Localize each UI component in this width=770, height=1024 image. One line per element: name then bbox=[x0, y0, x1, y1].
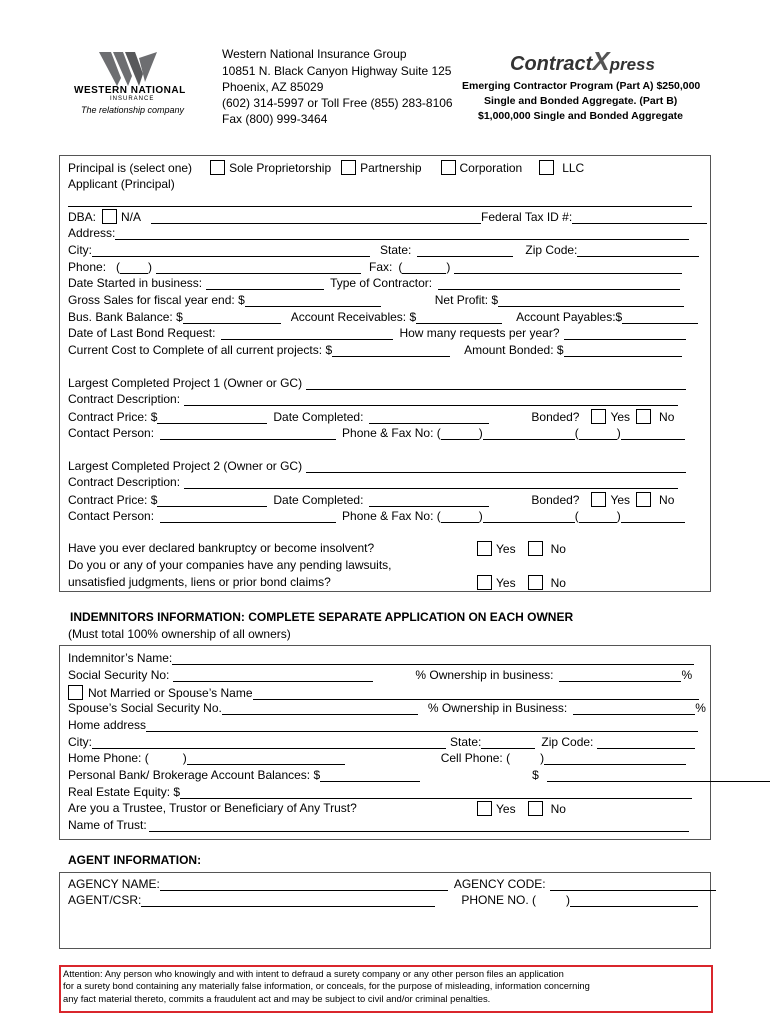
project1-no-label: No bbox=[659, 410, 675, 424]
real-estate-row bbox=[68, 785, 692, 799]
phone-area-input[interactable] bbox=[120, 260, 148, 274]
city-row bbox=[68, 243, 699, 257]
project2-date-label: Date Completed: bbox=[273, 493, 364, 507]
project2-title: Largest Completed Project 2 (Owner or GC) bbox=[68, 459, 303, 473]
company-address1: 10851 N. Black Canyon Highway Suite 125 bbox=[222, 64, 452, 78]
fed-tax-input[interactable] bbox=[572, 210, 707, 224]
partnership-checkbox[interactable] bbox=[341, 160, 356, 175]
spouse-ssn-label: Spouse’s Social Security No. bbox=[68, 701, 222, 715]
balances-label: Personal Bank/ Brokerage Account Balances: $ bbox=[68, 768, 321, 782]
project2-price-label: Contract Price: $ bbox=[68, 493, 158, 507]
agency-code-label: AGENCY CODE: bbox=[453, 877, 546, 891]
logo-x-icon: X bbox=[592, 46, 610, 76]
home-phone-label: Home Phone: ( bbox=[68, 751, 149, 765]
project2-contact-input[interactable] bbox=[160, 509, 336, 523]
indemnitor-subheading: (Must total 100% ownership of all owners) bbox=[68, 627, 291, 641]
date-started-row bbox=[68, 276, 680, 290]
bankruptcy-yes-label: Yes bbox=[496, 542, 516, 556]
lawsuits-answers bbox=[477, 575, 566, 590]
project1-contact-input[interactable] bbox=[160, 426, 336, 440]
trust-yes-checkbox[interactable] bbox=[477, 801, 492, 816]
address-input[interactable] bbox=[115, 226, 689, 240]
project2-price-input[interactable] bbox=[157, 493, 267, 507]
agent-csr-input[interactable] bbox=[141, 893, 435, 907]
project1-contact-label: Contact Person: bbox=[68, 426, 155, 440]
indemnitor-phone-row bbox=[68, 751, 686, 765]
spouse-name-input[interactable] bbox=[253, 686, 699, 700]
project1-desc-label: Contract Description: bbox=[68, 392, 181, 406]
project2-fax-area-input[interactable] bbox=[579, 509, 617, 523]
lawsuits-question-line2: unsatisfied judgments, liens or prior bond claims? bbox=[68, 575, 331, 589]
applicant-input[interactable] bbox=[68, 193, 692, 207]
project2-bonded-no-checkbox[interactable] bbox=[636, 492, 651, 507]
sole-proprietorship-checkbox[interactable] bbox=[210, 160, 225, 175]
dba-input[interactable] bbox=[151, 210, 481, 224]
project2-bonded-yes-checkbox[interactable] bbox=[591, 492, 606, 507]
project1-bonded-label: Bonded? bbox=[531, 410, 580, 424]
gross-sales-label: Gross Sales for fiscal year end: $ bbox=[68, 293, 245, 307]
fax-label: Fax: bbox=[369, 260, 393, 274]
agency-name-input[interactable] bbox=[160, 877, 448, 891]
phone-label: Phone: bbox=[68, 260, 107, 274]
date-started-label: Date Started in business: bbox=[68, 276, 203, 290]
state-label: State: bbox=[380, 243, 412, 257]
indemnitor-name-label: Indemnitor’s Name: bbox=[68, 651, 173, 665]
dba-row bbox=[68, 209, 707, 224]
trust-no-label: No bbox=[550, 802, 566, 816]
home-phone-close: ) bbox=[182, 751, 187, 765]
balances-input-2[interactable] bbox=[547, 768, 770, 782]
project1-paren-open: ( bbox=[574, 426, 579, 440]
dba-na-checkbox[interactable] bbox=[102, 209, 117, 224]
sole-proprietorship-label: Sole Proprietorship bbox=[229, 161, 332, 175]
fed-tax-label: Federal Tax ID #: bbox=[481, 210, 573, 224]
fax-paren-open: ( bbox=[398, 260, 403, 274]
project1-desc-row bbox=[68, 392, 678, 406]
contractxpress-logo bbox=[510, 46, 655, 77]
indemnitor-ssn-label: Social Security No: bbox=[68, 668, 170, 682]
amount-bonded-label: Amount Bonded: $ bbox=[464, 343, 564, 357]
project2-title-row bbox=[68, 459, 686, 473]
amount-bonded-input[interactable] bbox=[564, 343, 682, 357]
applicant-label: Applicant (Principal) bbox=[68, 177, 175, 191]
project2-fax-input[interactable] bbox=[621, 509, 685, 523]
principal-type-row bbox=[68, 160, 584, 175]
trust-yes-label: Yes bbox=[496, 802, 516, 816]
cell-phone-input[interactable] bbox=[544, 751, 686, 765]
project2-phonefax-label: Phone & Fax No: ( bbox=[342, 509, 441, 523]
llc-label: LLC bbox=[562, 161, 585, 175]
home-address-label: Home address bbox=[68, 718, 147, 732]
indemnitor-ownership-input[interactable] bbox=[559, 668, 681, 682]
project1-phonefax-label: Phone & Fax No: ( bbox=[342, 426, 441, 440]
agency-name-row bbox=[68, 877, 716, 891]
bank-balance-row bbox=[68, 310, 698, 324]
dba-na-label: N/A bbox=[121, 210, 142, 224]
agency-code-input[interactable] bbox=[550, 877, 716, 891]
project2-paren-open: ( bbox=[574, 509, 579, 523]
project2-desc-input[interactable] bbox=[184, 475, 678, 489]
trust-no-checkbox[interactable] bbox=[528, 801, 543, 816]
company-phone: (602) 314-5997 or Toll Free (855) 283-8106 bbox=[222, 96, 453, 110]
balances-input[interactable] bbox=[320, 768, 420, 782]
indemnitor-zip-label: Zip Code: bbox=[541, 735, 594, 749]
bank-balance-label: Bus. Bank Balance: $ bbox=[68, 310, 183, 324]
not-married-checkbox[interactable] bbox=[68, 685, 83, 700]
project1-phone-area-input[interactable] bbox=[441, 426, 479, 440]
trust-answers bbox=[477, 801, 566, 816]
cell-phone-label: Cell Phone: ( bbox=[440, 751, 511, 765]
lawsuits-question-line1: Do you or any of your companies have any pending lawsuits, bbox=[68, 558, 392, 572]
spouse-ssn-row bbox=[68, 701, 706, 715]
indemnitor-city-row bbox=[68, 735, 695, 749]
indemnitor-ownership-label: % Ownership in business: bbox=[415, 668, 554, 682]
project2-desc-label: Contract Description: bbox=[68, 475, 181, 489]
project2-phone-area-input[interactable] bbox=[441, 509, 479, 523]
trust-name-label: Name of Trust: bbox=[68, 818, 147, 832]
fax-paren-close: ) bbox=[446, 260, 451, 274]
city-input[interactable] bbox=[92, 243, 370, 257]
home-address-input[interactable] bbox=[146, 718, 698, 732]
indemnitor-city-label: City: bbox=[68, 735, 92, 749]
bankruptcy-answers bbox=[477, 541, 566, 556]
lawsuits-no-label: No bbox=[550, 576, 566, 590]
phone-fax-row bbox=[68, 260, 682, 274]
last-bond-label: Date of Last Bond Request: bbox=[68, 326, 216, 340]
phone-paren-open: ( bbox=[116, 260, 121, 274]
indemnitor-name-row bbox=[68, 651, 694, 665]
home-address-row bbox=[68, 718, 698, 732]
project1-date-label: Date Completed: bbox=[273, 410, 364, 424]
agent-phone-label: PHONE NO. ( bbox=[461, 893, 537, 907]
indemnitor-percent: % bbox=[681, 668, 693, 682]
state-input[interactable] bbox=[417, 243, 513, 257]
indemnitor-ssn-input[interactable] bbox=[173, 668, 373, 682]
project1-date-input[interactable] bbox=[369, 410, 489, 424]
project2-paren-close: ) bbox=[478, 509, 483, 523]
company-address2: Phoenix, AZ 85029 bbox=[222, 80, 324, 94]
type-contractor-label: Type of Contractor: bbox=[330, 276, 433, 290]
project1-yes-label: Yes bbox=[610, 410, 631, 424]
net-profit-input[interactable] bbox=[498, 293, 684, 307]
project2-no-label: No bbox=[659, 493, 675, 507]
balances-dollar: $ bbox=[532, 768, 539, 782]
trust-name-input[interactable] bbox=[149, 818, 689, 832]
project2-contact-row bbox=[68, 509, 685, 523]
program-line2: Single and Bonded Aggregate. (Part B) bbox=[484, 95, 678, 107]
logo-sub: INSURANCE bbox=[110, 96, 155, 102]
agent-phone-input[interactable] bbox=[570, 893, 698, 907]
project2-contact-label: Contact Person: bbox=[68, 509, 155, 523]
real-estate-input[interactable] bbox=[180, 785, 692, 799]
real-estate-label: Real Estate Equity: $ bbox=[68, 785, 181, 799]
not-married-label: Not Married or Spouse’s Name bbox=[88, 686, 253, 700]
zip-label: Zip Code: bbox=[525, 243, 578, 257]
trust-question: Are you a Trustee, Trustor or Beneficiary of Any Trust? bbox=[68, 801, 357, 815]
receivables-label: Account Receivables: $ bbox=[290, 310, 417, 324]
balances-row bbox=[68, 768, 770, 782]
phone-paren-close: ) bbox=[148, 260, 153, 274]
cost-complete-label: Current Cost to Complete of all current projects: $ bbox=[68, 343, 333, 357]
program-line3: $1,000,000 Single and Bonded Aggregate bbox=[478, 110, 684, 122]
requests-input[interactable] bbox=[564, 326, 686, 340]
corporation-label: Corporation bbox=[459, 161, 523, 175]
indemnitor-heading: INDEMNITORS INFORMATION: COMPLETE SEPARATE APPLICATION ON EACH OWNER bbox=[70, 610, 574, 624]
project2-yes-label: Yes bbox=[610, 493, 631, 507]
project1-fax-input[interactable] bbox=[621, 426, 685, 440]
attention-line3: any fact material thereto, commits a fraudulent act and may be subject to civil and/or criminal penalties. bbox=[63, 992, 491, 1004]
logo-word: WESTERN NATIONAL bbox=[74, 85, 186, 96]
date-started-input[interactable] bbox=[206, 276, 324, 290]
last-bond-row bbox=[68, 326, 686, 340]
project1-bonded-yes-checkbox[interactable] bbox=[591, 409, 606, 424]
attention-box bbox=[59, 965, 713, 1013]
project1-bonded-no-checkbox[interactable] bbox=[636, 409, 651, 424]
agent-phone-close: ) bbox=[566, 893, 571, 907]
western-national-logo-icon bbox=[99, 52, 157, 86]
indemnitor-zip-input[interactable] bbox=[597, 735, 695, 749]
spouse-ssn-input[interactable] bbox=[222, 701, 418, 715]
project1-contact-row bbox=[68, 426, 685, 440]
project2-date-input[interactable] bbox=[369, 493, 489, 507]
company-fax: Fax (800) 999-3464 bbox=[222, 112, 328, 126]
spouse-ownership-label: % Ownership in Business: bbox=[427, 701, 568, 715]
project2-paren-close2: ) bbox=[616, 509, 621, 523]
type-contractor-input[interactable] bbox=[438, 276, 680, 290]
indemnitor-state-label: State: bbox=[450, 735, 482, 749]
logo-part-b: press bbox=[609, 55, 655, 74]
project2-phone-input[interactable] bbox=[483, 509, 575, 523]
project1-desc-input[interactable] bbox=[184, 392, 678, 406]
requests-label: How many requests per year? bbox=[399, 326, 560, 340]
project1-title: Largest Completed Project 1 (Owner or GC) bbox=[68, 376, 303, 390]
project1-price-input[interactable] bbox=[157, 410, 267, 424]
project1-fax-area-input[interactable] bbox=[579, 426, 617, 440]
dba-label: DBA: bbox=[68, 210, 97, 224]
trust-name-row bbox=[68, 818, 689, 832]
program-line1: Emerging Contractor Program (Part A) $250,000 bbox=[462, 80, 701, 92]
company-name: Western National Insurance Group bbox=[222, 47, 407, 61]
city-label: City: bbox=[68, 243, 92, 257]
fax-area-input[interactable] bbox=[402, 260, 446, 274]
logo-part-a: Contract bbox=[510, 53, 593, 75]
indemnitor-name-input[interactable] bbox=[172, 651, 694, 665]
address-label: Address: bbox=[68, 226, 116, 240]
corporation-checkbox[interactable] bbox=[441, 160, 456, 175]
last-bond-input[interactable] bbox=[221, 326, 393, 340]
cost-complete-row bbox=[68, 343, 682, 357]
indemnitor-ssn-row bbox=[68, 668, 692, 682]
payables-input[interactable] bbox=[622, 310, 698, 324]
indemnitor-state-input[interactable] bbox=[481, 735, 535, 749]
project2-price-row bbox=[68, 492, 674, 507]
project1-phone-input[interactable] bbox=[483, 426, 575, 440]
project1-paren-close: ) bbox=[478, 426, 483, 440]
logo-tagline: The relationship company bbox=[81, 105, 185, 115]
spouse-name-row bbox=[68, 685, 699, 700]
project1-price-label: Contract Price: $ bbox=[68, 410, 158, 424]
cell-phone-close: ) bbox=[540, 751, 545, 765]
project1-price-row bbox=[68, 409, 674, 424]
lawsuits-no-checkbox[interactable] bbox=[528, 575, 543, 590]
indemnitor-city-input[interactable] bbox=[92, 735, 446, 749]
receivables-input[interactable] bbox=[416, 310, 502, 324]
spouse-ownership-input[interactable] bbox=[573, 701, 695, 715]
project2-desc-row bbox=[68, 475, 678, 489]
project2-bonded-label: Bonded? bbox=[531, 493, 580, 507]
bankruptcy-yes-checkbox[interactable] bbox=[477, 541, 492, 556]
partnership-label: Partnership bbox=[360, 161, 422, 175]
agency-name-label: AGENCY NAME: bbox=[68, 877, 160, 891]
principal-label: Principal is (select one) bbox=[68, 161, 193, 175]
project2-owner-input[interactable] bbox=[306, 459, 686, 473]
cost-complete-input[interactable] bbox=[332, 343, 450, 357]
payables-label: Account Payables:$ bbox=[516, 310, 623, 324]
project1-paren-close2: ) bbox=[616, 426, 621, 440]
bankruptcy-question: Have you ever declared bankruptcy or become insolvent? bbox=[68, 541, 375, 555]
agent-csr-label: AGENT/CSR: bbox=[68, 893, 142, 907]
project1-title-row bbox=[68, 376, 686, 390]
phone-input[interactable] bbox=[156, 260, 361, 274]
spouse-percent: % bbox=[695, 701, 706, 715]
attention-line1: Attention: Any person who knowingly and with intent to defraud a surety company or any other person files an application bbox=[63, 968, 564, 979]
home-phone-input[interactable] bbox=[187, 751, 345, 765]
gross-sales-input[interactable] bbox=[245, 293, 381, 307]
net-profit-label: Net Profit: $ bbox=[434, 293, 499, 307]
lawsuits-yes-label: Yes bbox=[496, 576, 516, 590]
project1-owner-input[interactable] bbox=[306, 376, 686, 390]
zip-input[interactable] bbox=[577, 243, 699, 257]
bank-balance-input[interactable] bbox=[183, 310, 281, 324]
fax-input[interactable] bbox=[454, 260, 682, 274]
address-row bbox=[68, 226, 689, 240]
bankruptcy-no-checkbox[interactable] bbox=[528, 541, 543, 556]
bankruptcy-no-label: No bbox=[550, 542, 566, 556]
llc-checkbox[interactable] bbox=[539, 160, 554, 175]
agent-csr-row bbox=[68, 893, 698, 907]
agent-heading: AGENT INFORMATION: bbox=[68, 853, 202, 867]
attention-line2: for a surety bond containing any materially false information, or conceals, for the purpose of misleading, information concerning bbox=[63, 980, 590, 992]
gross-sales-row bbox=[68, 293, 684, 307]
lawsuits-yes-checkbox[interactable] bbox=[477, 575, 492, 590]
